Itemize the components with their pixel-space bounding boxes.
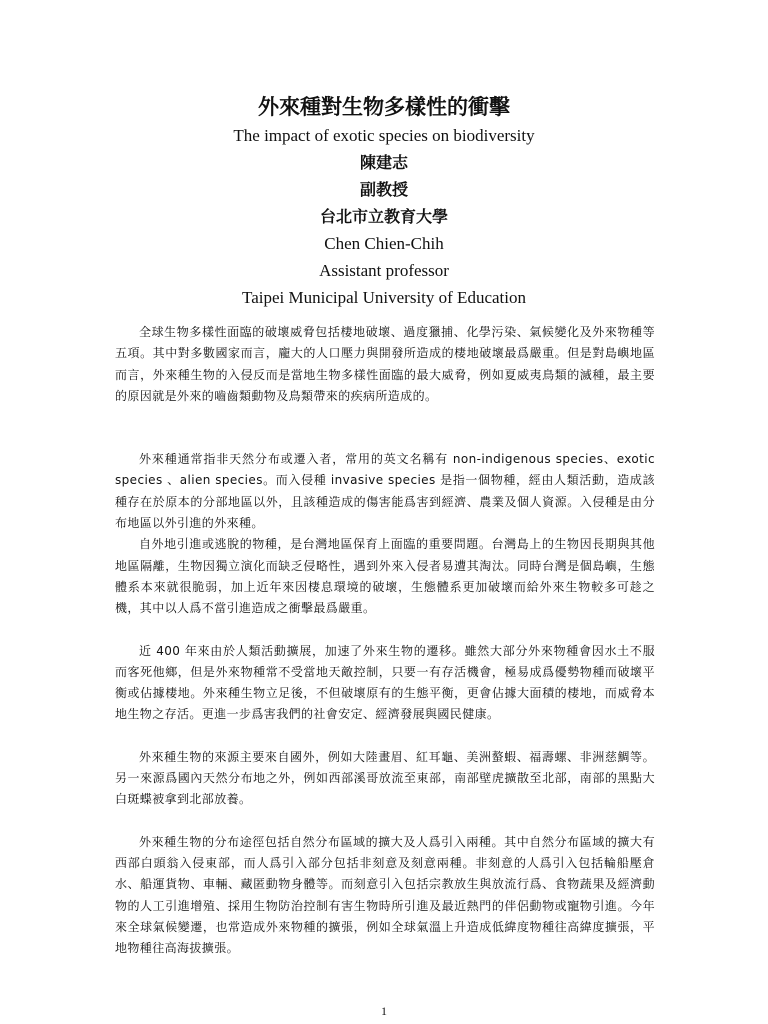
affiliation-english: Taipei Municipal University of Education [242, 288, 526, 307]
paper-header [0, 92, 768, 311]
author-english: Chen Chien-Chih [324, 234, 444, 253]
paragraph-spacer [115, 726, 655, 747]
position-english: Assistant professor [319, 261, 449, 280]
paragraph-sources: 外來種生物的來源主要來自國外，例如大陸畫眉、紅耳龜、美洲螯蝦、福壽螺、非洲慈鯛等。另一來源爲國內天然分布地之外，例如西部溪哥放流至東部，南部壁虎擴散至北部，南部的黑點大白斑蝶被拿到北部放養。 [115, 749, 655, 807]
paragraph-threats: 全球生物多樣性面臨的破壞威脅包括棲地破壞、過度獵捕、化學污染、氣候變化及外來物種等五項。其中對多數國家而言，龐大的人口壓力與開發所造成的棲地破壞最爲嚴重。但是對島嶼地區而言，外來種生物的入侵反而是當地生物多樣性面臨的最大威脅，例如夏威夷鳥類的滅種，最主要的原因就是外來的嚙齒類動物及鳥類帶來的疾病所造成的。 [115, 325, 655, 403]
paragraph-spacer [115, 811, 655, 832]
title-english: The impact of exotic species on biodiversity [233, 126, 535, 145]
paragraph-pathways: 外來種生物的分布途徑包括自然分布區域的擴大及人爲引入兩種。其中自然分布區域的擴大有西部白頭翁入侵東部，而人爲引入部分包括非刻意及刻意兩種。非刻意的人爲引入包括輪船壓倉水、船運貨物、車輛、藏匿動物身體等。而刻意引入包括宗教放生與放流行爲、食物蔬果及經濟動物的人工引進增殖、採用生物防治控制有害生物時所引進及最近熱門的伴侶動物或寵物引進。今年來全球氣候變遷，也常造成外來物種的擴張，例如全球氣溫上升造成低緯度物種往高緯度擴張，平地物種往高海拔擴張。 [115, 834, 655, 956]
title-chinese: 外來種對生物多樣性的衝擊 [258, 95, 510, 119]
paper-body [115, 322, 655, 959]
paragraph-taiwan-island: 自外地引進或逃脫的物種，是台灣地區保育上面臨的重要問題。台灣島上的生物因長期與其他地區隔離，生物因獨立演化而缺乏侵略性，遇到外來入侵者易遭其淘汰。同時台灣是個島嶼，生態體系本來就很脆弱，加上近年來因棲息環境的破壞，生態體系更加破壞而給外來生物較多可趁之機，其中以人爲不當引進造成之衝擊最爲嚴重。 [115, 537, 655, 616]
paragraph-spacer [115, 620, 655, 641]
paragraph-spacer [115, 428, 655, 449]
paragraph-migration: 近 400 年來由於人類活動擴展，加速了外來生物的遷移。雖然大部分外來物種會因水土不服而客死他鄉，但是外來物種常不受當地天敵控制，只要一有存活機會，極易成爲優勢物種而破壞平衡或佔據棲地。外來種生物立足後，不但破壞原有的生態平衡，更會佔據大面積的棲地，而威脅本地生物之存活。更進一步爲害我們的社會安定、經濟發展與國民健康。 [115, 643, 655, 722]
author-chinese: 陳建志 [359, 153, 408, 172]
position-chinese: 副教授 [359, 180, 408, 199]
page-number: 1 [381, 1004, 387, 1018]
paragraph-definition: 外來種通常指非天然分布或遷入者，常用的英文名稱有 non-indigenous species、exotic species 、alien species。而入侵種 invasive species 是指一個物種，經由人類活動，造成該種存在於原本的分部地區以外，且該種造成的傷害能爲害到經濟、農業及個人資源。入侵種是由分布地區以外引進的外來種。 [115, 452, 655, 531]
paragraph-spacer [115, 407, 655, 428]
affiliation-chinese: 台北市立教育大學 [319, 207, 448, 226]
